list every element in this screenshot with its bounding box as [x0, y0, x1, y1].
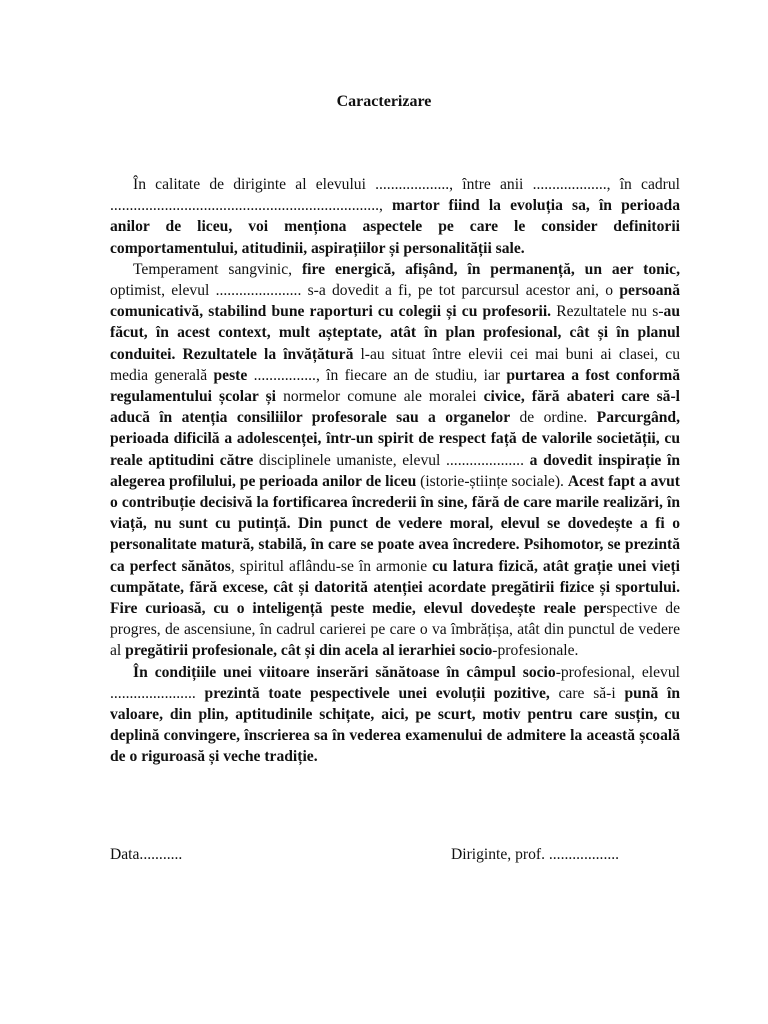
text-run: (istorie-științe sociale).	[416, 472, 568, 490]
text-run: normelor comune ale moralei	[276, 388, 484, 406]
text-run: pregătirii profesionale, cât și din acela al ierarhiei socio	[125, 642, 493, 660]
text-run: , spiritul aflându-se în armonie	[230, 557, 433, 575]
text-run: civice, fără abateri care să-l aducă în atenția consiliilor profesorale sau a organelor	[110, 388, 680, 427]
text-run: ................, în fiecare an de studiu, iar	[247, 366, 507, 384]
text-run: prezintă toate pespectivele unei evoluții pozitive,	[204, 684, 550, 702]
text-run: -profesional, elevul ......................	[110, 663, 680, 702]
text-run: spective de progres, de ascensiune, în cadrul carierei pe care o va îmbrățișa, atât din punctul de vedere al	[110, 600, 680, 660]
text-run: peste	[213, 366, 248, 384]
text-run: disciplinele umaniste, elevul ....................	[253, 451, 530, 469]
text-run: Acest fapt a avut o contribuție decisivă la fortificarea încrederii în sine, fără de care marile realizări, în viață, nu sunt cu putință. Din punct de vedere moral, elevul se dovedește a fi o personalitate matură, stabilă, în care se poate avea încredere. Psihomotor, se prezintă ca perfect sănătos	[110, 472, 681, 575]
paragraph-intro	[110, 174, 680, 259]
text-run: purtarea a fost conformă regulamentului școlar și	[110, 366, 680, 406]
text-run: pună în valoare, din plin, aptitudinile schițate, aici, pe scurt, motiv pentru care susțin, cu deplină convingere, înscrierea sa în vederea examenului de admitere la această școală de o riguroasă și veche tradiție.	[110, 684, 681, 766]
text-run: martor fiind la evoluția sa, în perioada anilor de liceu, voi menționa aspectele pe care le consider definitorii comportamentului, atitudinii, aspirațiilor și personalității sale.	[110, 197, 680, 257]
text-run: l-au situat între elevii cei mai buni ai clasei, cu media generală	[110, 345, 680, 384]
date-label: Data...........	[110, 846, 183, 863]
text-run: optimist, elevul ...................... s-a dovedit a fi, pe tot parcursul acestor ani, o	[110, 282, 620, 300]
document-title: Caracterizare	[336, 93, 432, 110]
text-run: cu latura fizică, atât grație unei vieți cumpătate, fără excese, cât și datorită atenției acordate pregătirii fizice și sportului. Fire curioasă, cu o inteligență peste medie, elevul dovedește reale per	[110, 557, 680, 618]
text-run: Rezultatele nu s-	[551, 303, 664, 321]
text-run: Temperament sangvinic,	[133, 260, 302, 278]
text-run: Parcurgând, perioada dificilă a adolescenței, într-un spirit de respect față de valorile societății, cu reale aptitudini către	[110, 409, 680, 469]
text-run: În condițiile unei viitoare inserări sănătoase în câmpul socio	[133, 663, 556, 681]
text-run: au făcut, în acest context, mult așteptate, atât în plan profesional, cât și în planul conduitei. Rezultatele la învățătură	[110, 303, 680, 363]
text-run: care să-i	[549, 684, 625, 702]
signature-label: Diriginte, prof. ..................	[451, 846, 620, 863]
text-run: În calitate de diriginte al elevului ..................., între anii ..................., în cadrul .....................................................................,	[110, 176, 680, 215]
text-run: fire energică, afișând, în permanență, un aer tonic,	[301, 260, 680, 278]
document-body	[110, 174, 680, 768]
paragraph-conclusion	[110, 662, 680, 768]
text-run: a dovedit inspirație în alegerea profilului, pe perioada anilor de liceu	[110, 451, 680, 490]
text-run: -profesionale.	[492, 642, 579, 660]
text-run: persoană comunicativă, stabilind bune raporturi cu colegii și cu profesorii.	[110, 282, 680, 321]
paragraph-temperament	[110, 259, 680, 662]
text-run: de ordine.	[510, 409, 597, 427]
